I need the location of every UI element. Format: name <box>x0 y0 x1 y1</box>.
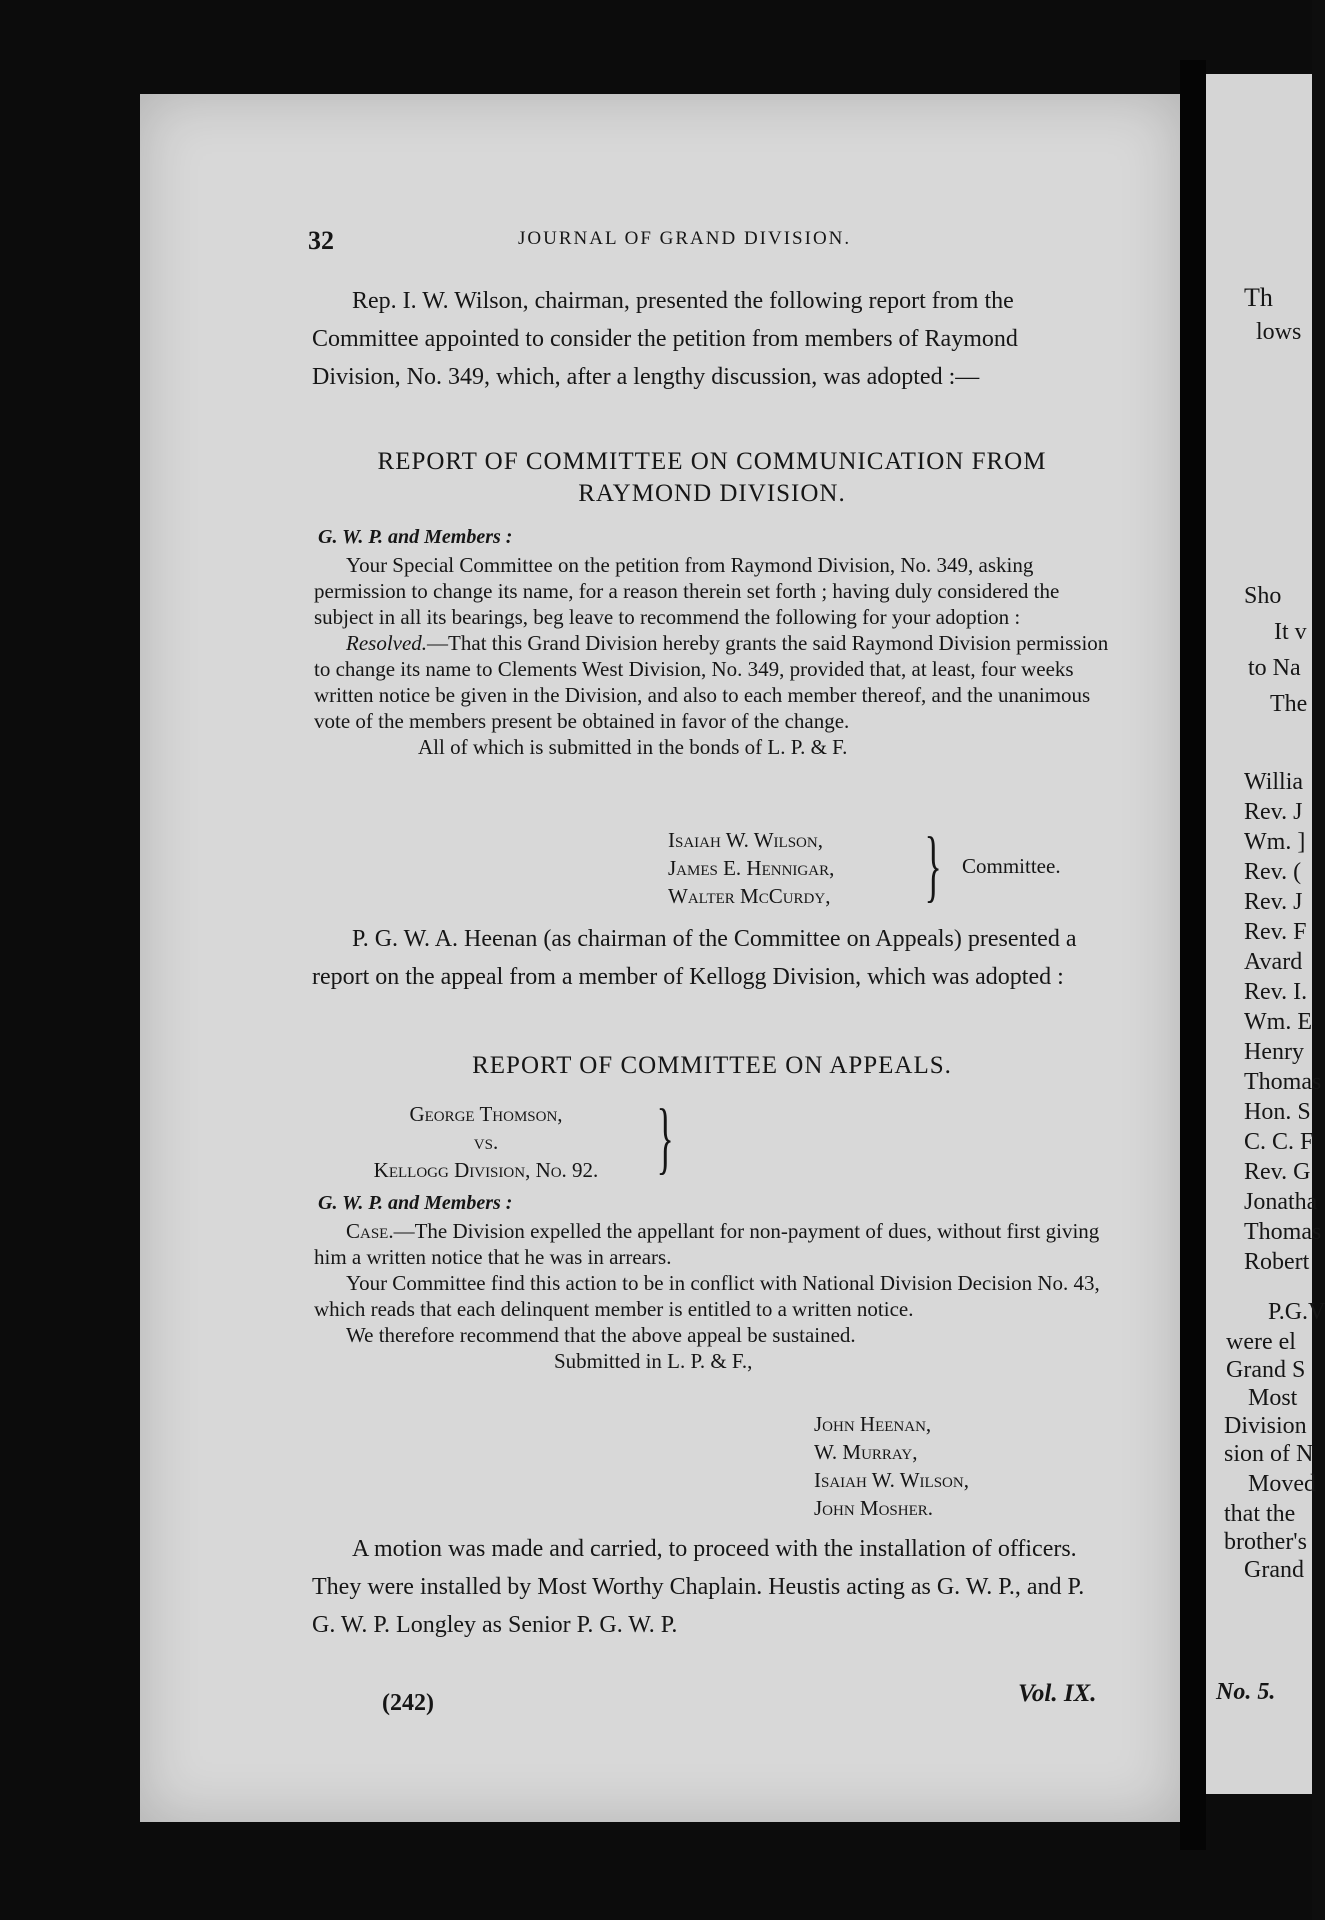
report1-heading: REPORT OF COMMITTEE ON COMMUNICATION FROM RAYMOND DIVISION. <box>377 448 1047 507</box>
right-fragment: Most <box>1248 1385 1298 1411</box>
right-fragment: Wm. E <box>1244 1009 1312 1035</box>
right-fragment: Willia <box>1244 769 1304 795</box>
journal-title: JOURNAL OF GRAND DIVISION. <box>518 228 852 249</box>
right-fragment: The <box>1270 691 1308 717</box>
right-fragment: Jonatha <box>1244 1189 1318 1215</box>
signer: Walter McCurdy, <box>668 884 831 908</box>
right-fragment: Thomas <box>1244 1069 1322 1095</box>
book-gutter <box>1180 60 1206 1850</box>
right-fragment: Robert <box>1244 1249 1310 1275</box>
appeal-paragraph: P. G. W. A. Heenan (as chairman of the Committee on Appeals) presented a report on the appeal from a member of Kellogg Division, which was adopted : <box>312 926 1077 990</box>
right-fragment: Rev. J <box>1244 889 1303 915</box>
signer: James E. Hennigar, <box>668 856 835 880</box>
right-fragment: C. C. F <box>1244 1129 1314 1155</box>
right-fragment: Grand <box>1244 1557 1304 1583</box>
brace-icon: } <box>924 822 942 910</box>
right-fragment: Sho <box>1244 583 1282 609</box>
right-fragment: Moved <box>1248 1471 1316 1497</box>
right-fragment: Rev. J <box>1244 799 1303 825</box>
right-fragment: Avard <box>1244 949 1303 975</box>
report2-case: Case.—The Division expelled the appellant for non-payment of dues, without first giving him a written notice that he was in arrears. <box>314 1219 1100 1269</box>
right-fragment: Division <box>1224 1413 1307 1439</box>
report1-signers <box>668 826 834 910</box>
committee-label: Committee. <box>962 854 1061 878</box>
report1-resolved: Resolved.—That this Grand Division hereby grants the said Raymond Division permission to change its name to Clements West Division, No. 349, provided that, at least, four weeks written notice be given in the Division, and also to each member thereof, and the unanimous vote of the members present be obtained in favor of the change. <box>314 631 1109 733</box>
running-head <box>308 226 1098 256</box>
signer: Isaiah W. Wilson, <box>814 1468 969 1492</box>
report1-submitted: All of which is submitted in the bonds of L. P. & F. <box>418 735 848 759</box>
closing-paragraph: A motion was made and carried, to proceed with the installation of officers. They were installed by Most Worthy Chaplain. Heustis acting as G. W. P., and P. G. W. P. Longley as Senior P. G. W. P. <box>312 1536 1085 1638</box>
case-caption: George Thomson, vs. Kellogg Division, No. 92. <box>373 1102 599 1182</box>
right-fragment: Wm. ] <box>1244 829 1306 855</box>
signer: John Heenan, <box>814 1412 932 1436</box>
right-fragment: lows <box>1256 319 1302 345</box>
right-fragment: Rev. ( <box>1244 859 1302 885</box>
footer-page-id: (242) <box>382 1690 434 1716</box>
right-fragment: Thomas <box>1244 1219 1322 1245</box>
right-page <box>1206 74 1325 1794</box>
report2-para3: We therefore recommend that the above appeal be sustained. <box>346 1323 856 1347</box>
right-fragment: Rev. G <box>1244 1159 1311 1185</box>
page-number: 32 <box>308 226 334 255</box>
right-fragment: Rev. I. <box>1244 979 1308 1005</box>
right-fragment: Hon. S <box>1244 1099 1311 1125</box>
intro-paragraph: Rep. I. W. Wilson, chairman, presented the following report from the Committee appointed to consider the petition from members of Raymond Division, No. 349, which, after a lengthy discussion, was adopted :— <box>312 288 1018 390</box>
report2-salutation: G. W. P. and Members : <box>318 1192 513 1214</box>
report1-salutation: G. W. P. and Members : <box>318 526 513 548</box>
right-fragment: brother's <box>1224 1529 1307 1555</box>
footer-volume: Vol. IX. <box>1018 1680 1097 1707</box>
report2-body <box>314 1218 1110 1374</box>
right-fragment: sion of N <box>1224 1441 1314 1467</box>
report2-signers <box>814 1410 969 1522</box>
report2-para2: Your Committee find this action to be in conflict with National Division Decision No. 43, which reads that each delinquent member is entitled to a written notice. <box>314 1271 1100 1321</box>
right-fragment: that the <box>1224 1501 1296 1527</box>
brace-icon: } <box>656 1094 674 1182</box>
right-fragment: It v <box>1274 619 1307 645</box>
signer: W. Murray, <box>814 1440 918 1464</box>
report1-para1: Your Special Committee on the petition from Raymond Division, No. 349, asking permission to change its name, for a reason therein set forth ; having duly considered the subject in all its bearings, beg leave to recommend the following for your adoption : <box>314 553 1060 629</box>
right-fragment: Th <box>1244 283 1273 312</box>
right-fragment: to Na <box>1248 655 1301 681</box>
report2-submitted: Submitted in L. P. & F., <box>554 1349 753 1373</box>
report1-body <box>314 552 1110 760</box>
signer: Isaiah W. Wilson, <box>668 828 823 852</box>
right-fragment: Grand S <box>1226 1357 1306 1383</box>
signer: John Mosher. <box>814 1496 934 1520</box>
right-fragment: No. 5. <box>1216 1679 1276 1705</box>
right-fragment: P.G.V <box>1268 1299 1325 1325</box>
right-fragment: were el <box>1226 1329 1296 1355</box>
right-fragment: Henry <box>1244 1039 1304 1065</box>
right-fragment: Rev. F <box>1244 919 1307 945</box>
report2-heading: REPORT OF COMMITTEE ON APPEALS. <box>472 1052 952 1079</box>
